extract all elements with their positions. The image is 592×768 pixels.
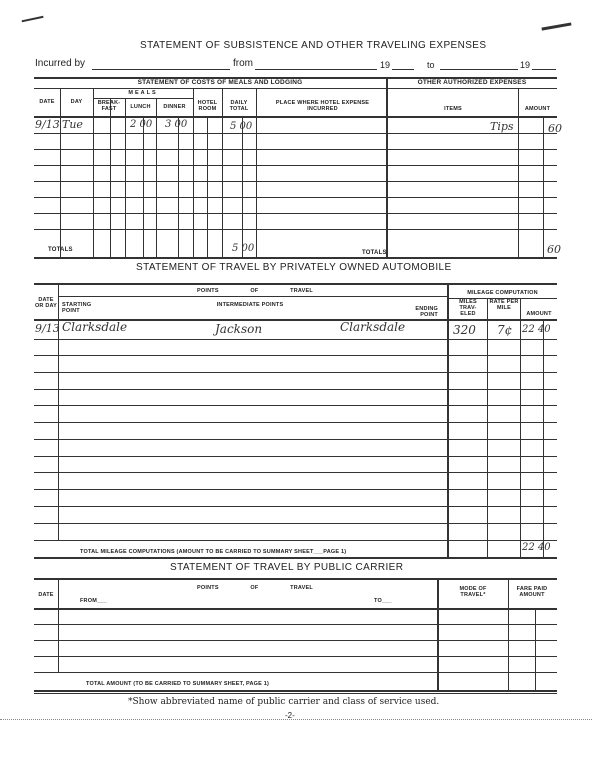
year2-label: 19 [520,60,531,70]
auto-row1-start: Clarksdale [62,320,128,334]
meals-row1-dinner: 3 00 [165,119,188,130]
col-amount: AMOUNT [524,106,551,112]
auto-col-inter: INTERMEDIATE POINTS [216,302,284,308]
col-items: ITEMS [444,106,462,112]
meals-totals-label: TOTALS [48,247,73,253]
col-dinner: DINNER [163,104,186,110]
meals-group-label: MEALS [128,90,158,96]
auto-col-amount: AMOUNT [526,311,552,317]
year1-label: 19 [380,60,391,70]
year2-field[interactable] [532,69,556,70]
auto-row1-date: 9/13 [35,322,60,335]
from-label: from [233,58,253,69]
punch-mark-right [541,22,572,36]
carrier-to-label: TO___ [374,598,392,604]
incurred-by-field[interactable] [92,69,230,70]
meals-row1-daily: 5 00 [230,121,253,132]
col-place: PLACE WHERE HOTEL EXPENSE INCURRED [275,100,370,112]
meals-row1-day: Tue [62,118,83,131]
carrier-total-label: TOTAL AMOUNT (TO BE CARRIED TO SUMMARY SHEET, PAGE 1) [86,681,270,687]
auto-col-miles: MILES TRAV-ELED [459,299,477,317]
incurred-by-label: Incurred by [35,58,86,69]
auto-total-amount: 22 40 [522,542,551,553]
auto-points-label: POINTS OF TRAVEL [197,288,313,294]
carrier-from-label: FROM___ [80,598,107,604]
auto-mileage-label: MILEAGE COMPUTATION [467,290,538,296]
meals-total-daily: 5 00 [232,243,255,254]
to-label: to [427,60,435,70]
auto-row1-miles: 320 [453,323,476,337]
carrier-section-title: STATEMENT OF TRAVEL BY PUBLIC CARRIER [170,562,404,573]
auto-row1-inter: Jackson [215,322,263,336]
col-daily-total: DAILY TOTAL [229,100,249,112]
col-hotel-room: HOTEL ROOM [197,100,218,112]
year1-field[interactable] [392,69,414,70]
meals-row1-date: 9/13 [35,118,60,131]
auto-row1-end: Clarksdale [340,320,406,334]
auto-col-rate: RATE PER MILE [489,299,519,311]
auto-col-end: ENDING POINT [415,306,438,318]
auto-row1-rate: 7¢ [497,323,513,337]
footnote: *Show abbreviated name of public carrier and class of service used. [128,697,440,707]
carrier-points-label: POINTS OF TRAVEL [197,585,313,591]
carrier-col-date: DATE [38,592,54,598]
col-day: DAY [70,99,83,105]
carrier-col-fare: FARE PAID AMOUNT [516,586,548,598]
carrier-col-mode: MODE OF TRAVEL* [459,586,487,598]
other-total-amount: 60 [547,243,561,256]
meals-row1-item: Tips [490,120,514,133]
auto-row1-amount: 22 40 [522,324,551,335]
page-number: -2- [285,711,295,720]
meals-row1-lunch: 2 00 [130,119,153,130]
col-breakfast: BREAK-FAST [97,100,121,112]
other-totals-label: TOTALS [362,250,387,256]
from-field[interactable] [255,69,377,70]
form-title: STATEMENT OF SUBSISTENCE AND OTHER TRAVELING EXPENSES [140,40,487,51]
meals-section-title: STATEMENT OF COSTS OF MEALS AND LODGING [137,79,303,86]
auto-col-date: DATE OR DAY [34,297,58,309]
scan-bleed-line [0,719,592,720]
meals-row1-amount: 60 [548,122,562,135]
auto-col-start: STARTING POINT [62,302,92,314]
col-date: DATE [39,99,55,105]
auto-section-title: STATEMENT OF TRAVEL BY PRIVATELY OWNED AUTOMOBILE [136,262,452,273]
punch-mark-left [22,16,45,26]
to-field[interactable] [440,69,518,70]
col-lunch: LUNCH [130,104,151,110]
auto-total-label: TOTAL MILEAGE COMPUTATIONS (AMOUNT TO BE CARRIED TO SUMMARY SHEET___PAGE 1) [80,549,347,555]
other-expenses-title: OTHER AUTHORIZED EXPENSES [417,79,527,86]
